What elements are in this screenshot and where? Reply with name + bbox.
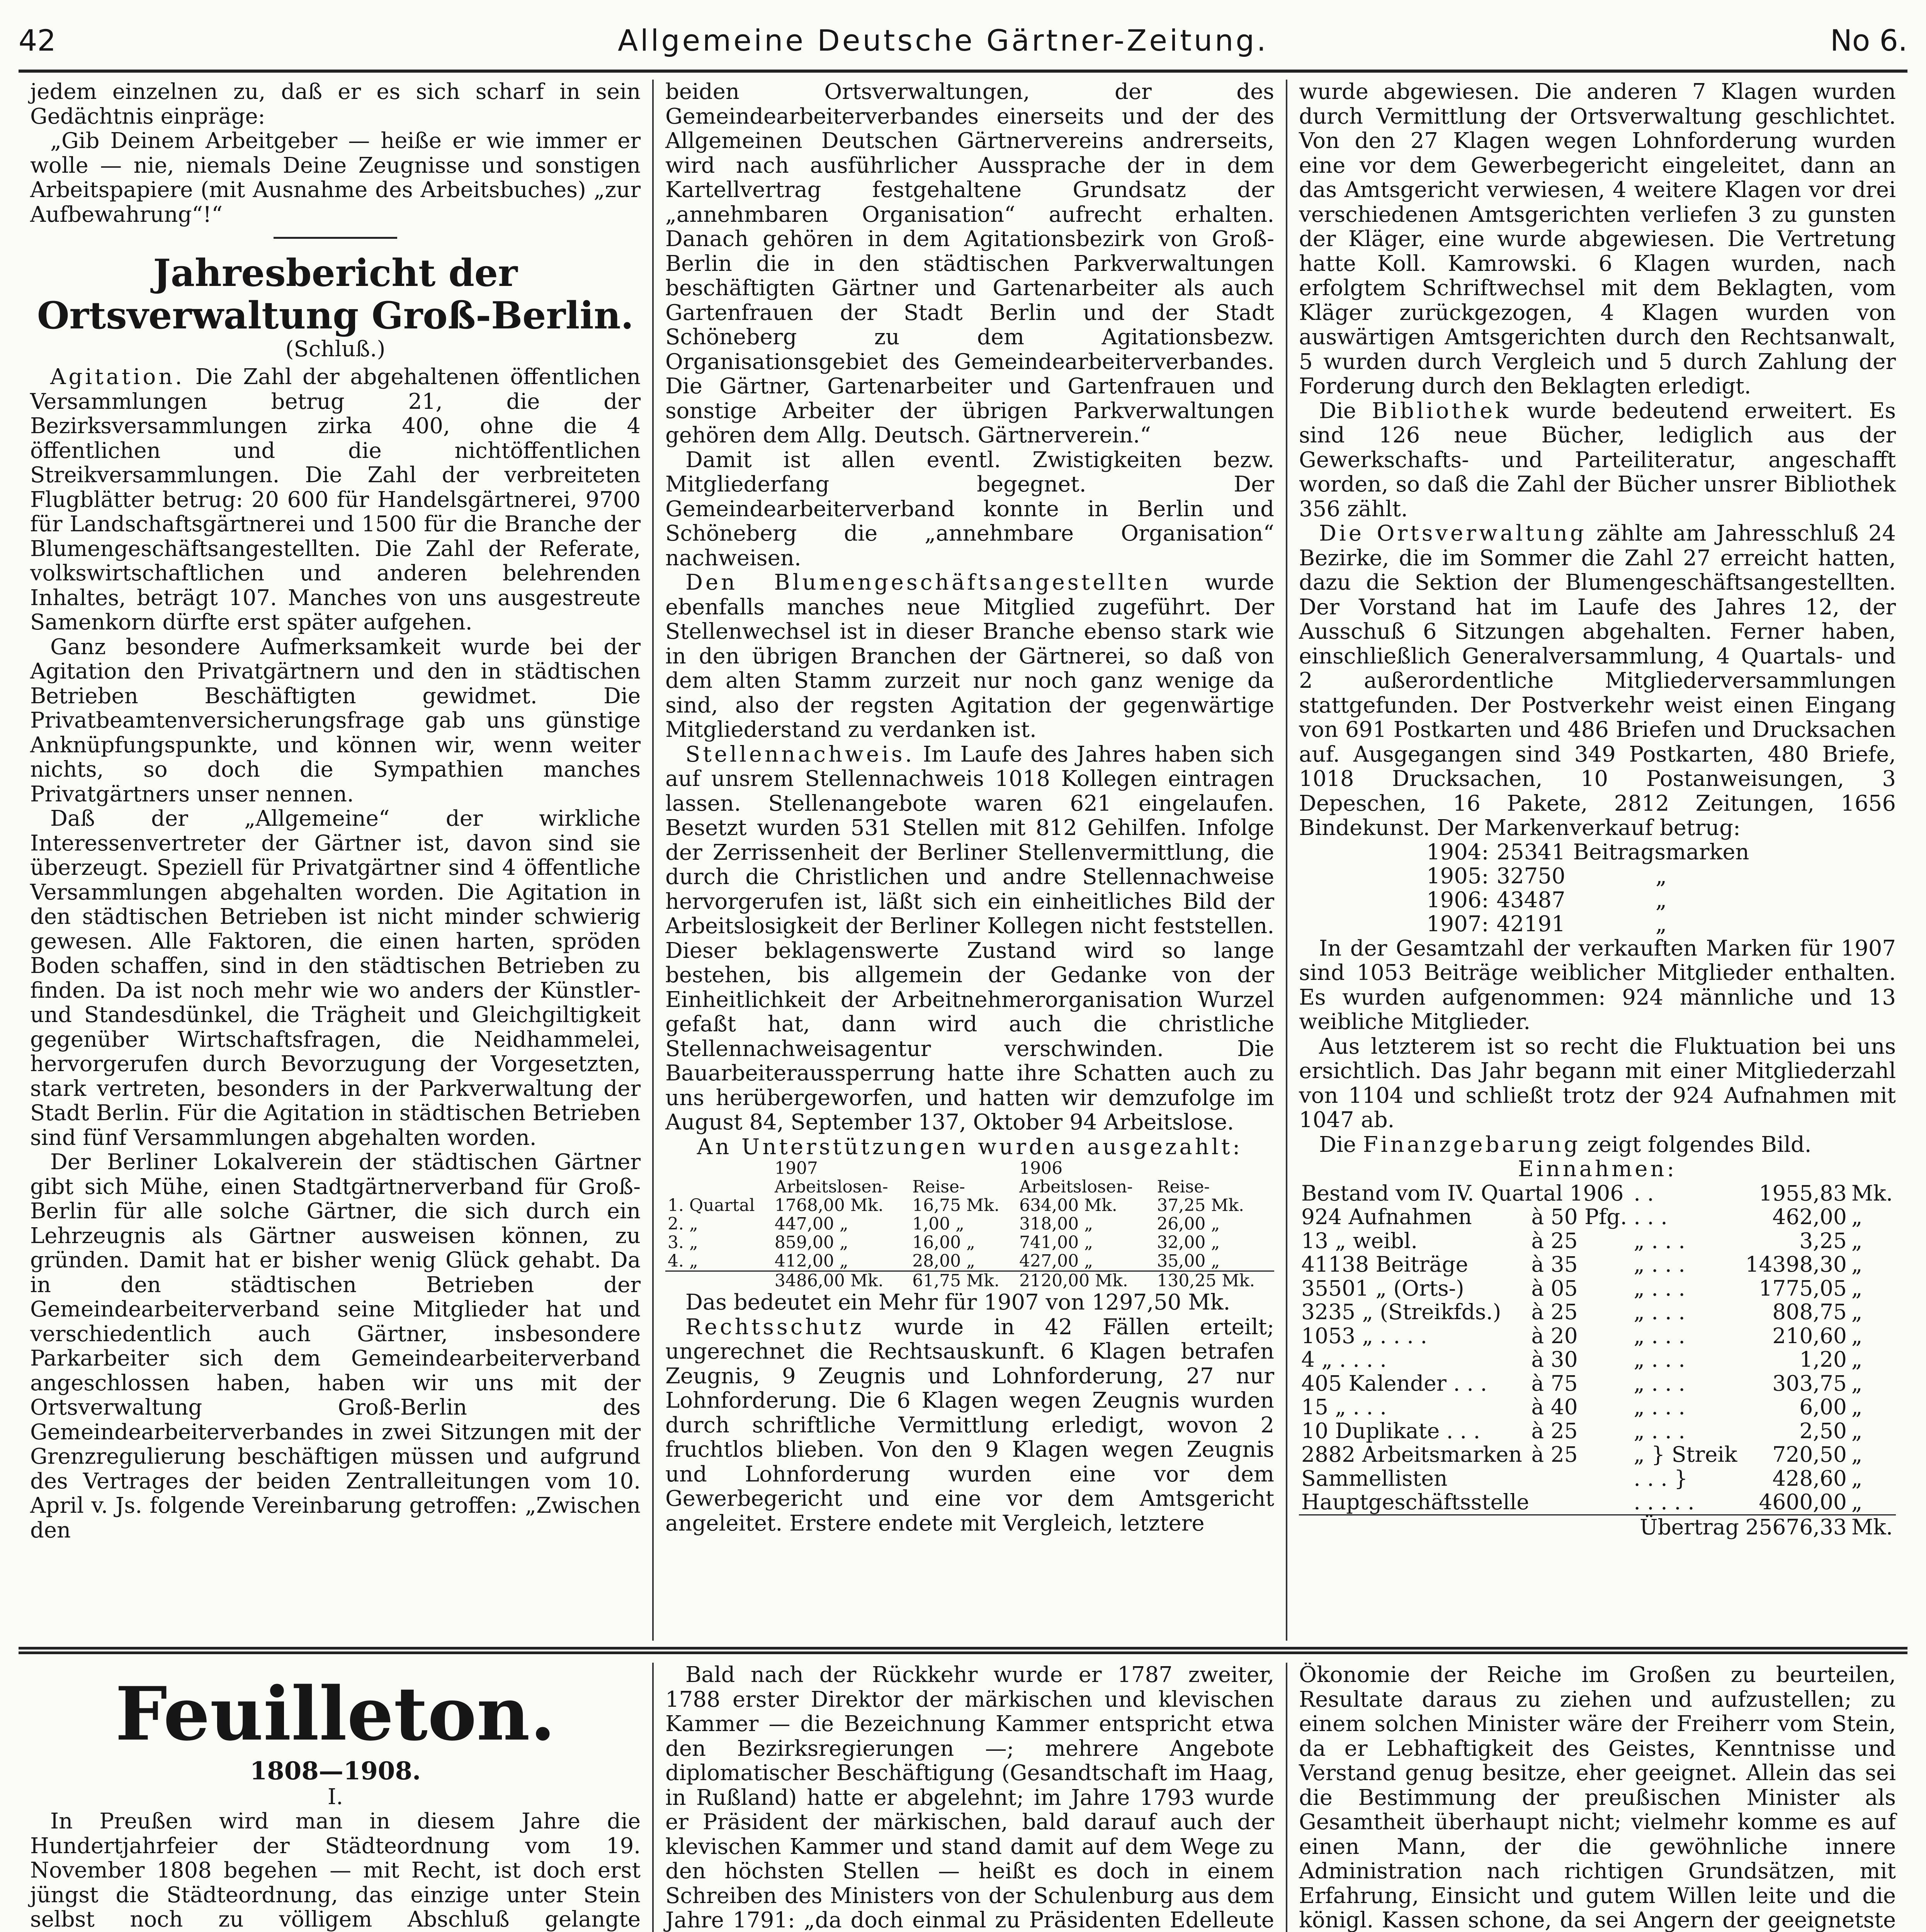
table-cell: „ . . . [1634,1276,1685,1301]
article-subtitle: (Schluß.) [285,337,386,362]
feuilleton-column-1 [19,1663,652,1932]
table-row [1299,1348,1896,1372]
table-cell: 1775,05 [1759,1276,1847,1301]
table-title-text: An Unterstützungen wurden ausgezahlt: [697,1134,1243,1160]
paragraph [665,1315,1274,1536]
paragraph: Ökonomie der Reiche im Großen zu beurteilen, Resultate daraus zu ziehen und aufzustellen; zu einem solchen Minister wäre der Freiherr vom Stein, da er Lebhaftigkeit des Geistes, Kenntnisse und Verstand genug besitze, eher geeignet. Allein das sei die Bestimmung der preußischen Minister als Gesamtheit überhaupt nicht; vielmehr komme es auf einen Mann, der die gewöhnliche innere Administration nach richtigen Grundsätzen, mit Erfahrung, Einsicht und gutem Willen leite und die königl. Kassen schone, da sei Angern der geeignetste [1299,1663,1896,1932]
table-cell: 427,00 „ [1019,1251,1093,1271]
table-sum-row [665,1271,1274,1291]
table-cell: 35501 „ (Orts-) [1301,1276,1464,1301]
table-cell: „ [1851,1395,1863,1419]
table-cell: 1906: [1426,887,1489,913]
table-cell: 10 Duplikate . . . [1301,1418,1481,1443]
table-cell: 4 „ . . . . [1301,1347,1387,1372]
paragraph [30,365,641,635]
table-cell: 35,00 „ [1157,1251,1220,1271]
col-header: Reise- [912,1177,965,1197]
table-cell: 428,60 [1772,1466,1847,1491]
table-cell: 13 „ weibl. [1301,1228,1418,1253]
table-cell: 3,25 [1799,1228,1847,1253]
feuilleton-column-3 [1286,1663,1907,1932]
paragraph-text: Die Zahl der abgehaltenen öffentlichen Versammlungen betrug 21, die der Bezirksversammlungen zirka 400, ohne die 4 öffentlichen und die nichtöffentlichen Streikversammlungen. Die Zahl der verbreiteten Flugblätter betrug: 20 600 für Handelsgärtnerei, 9700 für Landschaftsgärtnerei und 1500 für die Branche der Blumengeschäftsangestellten. Die Zahl der Referate, volkswirtschaftlichen und anderen belehrenden Inhaltes, beträgt 107. Manches von uns ausgestreute Samenkorn dürfte erst später aufgehen. [30,364,641,635]
table-cell: 3486,00 Mk. [772,1271,910,1291]
table-cell: à 50 Pfg. [1531,1204,1627,1229]
table-cell: 130,25 Mk. [1154,1271,1274,1291]
col-header: Reise- [1157,1177,1210,1197]
table-cell: 859,00 „ [774,1233,848,1252]
paragraph-text: Im Laufe des Jahres haben sich auf unsrem Stellennachweis 1018 Kollegen eintragen lassen. Stellenangebote waren 621 eingelaufen. Besetzt wurden 531 Stellen mit 812 Gehilfen. Infolge der Zerrissenheit der Berliner Stellenvermittlung, die durch die Christlichen und andre Stellennachweise hervorgerufen ist, läßt sich ein einheitliches Bild der Arbeitslosigkeit der Berliner Kollegen nicht feststellen. Dieser beklagenswerte Zustand wird so lange bestehen, bis allgemein der Gedanke von der Einheitlichkeit der Arbeitnehmerorganisation Wurzel gefaßt hat, dann wird auch die christliche Stellennachweisagentur verschwinden. Die Bauarbeiteraussperrung hatte ihre Schatten auch zu uns herübergeworfen, und hatten wir demzufolge im August 84, September 137, Oktober 94 Arbeitslose. [665,742,1274,1135]
table-cell: „ . . . [1634,1347,1685,1372]
table-cell: 16,75 Mk. [912,1196,1000,1215]
table-cell: „ [1851,1228,1863,1253]
table-cell: . . [1634,1180,1654,1206]
feuilleton-section [19,1663,1907,1932]
paragraph: Daß der „Allgemeine“ der wirkliche Interessenvertreter der Gärtner ist, davon sind sie überzeugt. Speziell für Privatgärtner sind 4 öffentliche Versammlungen abgehalten worden. Die Agitation in den städtischen Betrieben ist nicht minder schwierig gewesen. Alle Faktoren, die einen harten, spröden Boden schaffen, sind in den städtischen Betrieben zu finden. Da ist noch mehr wie wo anders der Künstler- und Standesdünkel, die Trägheit und Gleichgiltigkeit gegenüber Wirtschaftsfragen, die Neidhammelei, hervorgerufen durch Bevorzugung der Vorgesetzten, stark vertreten, besonders in der Parkverwaltung der Stadt Berlin. Für die Agitation in städtischen Betrieben sind fünf Versammlungen abgehalten worden. [30,806,641,1150]
table-cell: à 25 [1531,1418,1578,1443]
table-cell: Mk. [1851,1180,1893,1206]
table-cell: 28,00 „ [912,1251,975,1271]
table-cell: „ . . . [1634,1323,1685,1348]
table-cell: 2. „ [668,1214,698,1234]
table-row [1299,1467,1896,1491]
paragraph: In der Gesamtzahl der verkauften Marken für 1907 sind 1053 Beiträge weiblicher Mitglieder enthalten. Es wurden aufgenommen: 924 männliche und 13 weibliche Mitglieder. [1299,935,1896,1034]
table-cell: 1. Quartal [668,1196,755,1215]
table-cell: 1905: [1426,863,1489,889]
table-cell: Übertrag [1299,1515,1741,1539]
issue-number: No 6. [1830,23,1907,58]
paragraph-text: zeigt folgendes Bild. [1580,1132,1812,1157]
table-cell: „ . . . [1634,1228,1685,1253]
table-cell: à 25 [1531,1228,1578,1253]
table-cell: 1904: [1426,839,1489,865]
table-cell: „ [1851,1276,1863,1301]
table-cell: 412,00 „ [774,1251,848,1271]
paragraph [1299,399,1896,522]
table-cell: 42191 [1496,911,1566,937]
table-cell: 43487 [1496,887,1566,913]
table-cell: 318,00 „ [1019,1214,1093,1234]
table-cell: à 35 [1531,1252,1578,1277]
table-cell: 462,00 [1772,1204,1847,1229]
income-title [1299,1157,1896,1182]
table-row [665,1252,1274,1271]
table-cell: 3. „ [668,1233,698,1252]
quote-paragraph: „Gib Deinem Arbeitgeber — heiße er wie immer er wolle — nie, niemals Deine Zeugnisse und sonstigen Arbeitspapiere (mit Ausnahme des Arbeitsbuches) „zur Aufbewahrung“!“ [30,128,641,227]
feuilleton-column-2 [652,1663,1286,1932]
table-cell: 405 Kalender . . . [1301,1371,1487,1396]
col-header: Arbeitslosen- [774,1177,888,1197]
table-cell: 1,00 „ [912,1214,964,1234]
paragraph [665,742,1274,1135]
table-cell: „ [1851,1299,1863,1324]
lead-word: Finanzgebarung [1363,1132,1581,1157]
table-cell: 2,50 [1799,1418,1847,1443]
header-rule [19,70,1907,73]
stamp-sales-table [1423,840,1753,936]
lead-word: Bibliothek [1372,398,1511,423]
table-cell [665,1159,772,1178]
paragraph: Damit ist allen eventl. Zwistigkeiten bezw. Mitgliederfang begegnet. Der Gemeindearbeiterverband konnte in Berlin und Schöneberg die „annehmbare Organisation“ nachweisen. [665,447,1274,571]
table-row [1299,1182,1896,1206]
table-cell: à 75 [1531,1371,1578,1396]
table-cell: 1,20 [1799,1347,1847,1372]
lead-word: Agitation. [50,364,185,389]
table-cell: 16,00 „ [912,1233,975,1252]
paragraph [1299,521,1896,840]
table-row [1299,1205,1896,1229]
table-row [1299,1419,1896,1443]
paragraph: jedem einzelnen zu, daß er es sich scharf in sein Gedächtnis einpräge: [30,80,641,129]
lead-word: Rechtsschutz [685,1314,864,1340]
table-cell: „ . . . [1634,1299,1685,1324]
table-cell: . . . . . [1634,1490,1695,1514]
paragraph: beiden Ortsverwaltungen, der des Gemeindearbeiterverbandes einerseits und der des Allgemeinen Deutschen Gärtnervereins andrerseits, wird nach ausführlicher Aussprache der in dem Kartellvertrag festgehaltene Grundsatz der „annehmbaren Organisation“ aufrecht erhalten. Danach gehören in dem Agitationsbezirk von Groß-Berlin die in den städtischen Parkverwaltungen beschäftigten Gärtner und Gartenarbeiter als auch Gartenfrauen der Stadt Berlin und der Stadt Schöneberg zu dem Agitationsbezw. Organisationsgebiet des Gemeindearbeiterverbandes. Die Gärtner, Gartenarbeiter und Gartenfrauen und sonstige Arbeiter der übrigen Parkverwaltungen gehören dem Allg. Deutsch. Gärtnerverein.“ [665,80,1274,448]
table-cell: 741,00 „ [1019,1233,1093,1252]
table-cell: . . . [1634,1204,1668,1229]
table-cell: 61,75 Mk. [910,1271,1017,1291]
lead-word: Die Ortsverwaltung [1319,521,1587,546]
table-cell: Mk. [1849,1515,1896,1539]
table-cell: 634,00 Mk. [1019,1196,1117,1215]
year-1907: 1907 [774,1158,818,1178]
column-2 [652,80,1286,1641]
table-total-row [1299,1515,1896,1539]
table-cell: „ [1851,1490,1863,1514]
table-cell: 26,00 „ [1157,1214,1220,1234]
table-cell: 25676,33 [1741,1515,1849,1539]
table-cell: 32,00 „ [1157,1233,1220,1252]
table-cell: 1955,83 [1759,1180,1847,1206]
table-cell [665,1178,772,1196]
column-3 [1286,80,1907,1641]
table-cell: „ [1655,911,1667,937]
table-row [1423,888,1753,912]
table-cell: 4600,00 [1759,1490,1847,1514]
table-cell: 14398,30 [1745,1252,1847,1277]
table-row [665,1215,1274,1233]
paragraph-text: Die [1319,398,1372,423]
support-table [665,1159,1274,1290]
section-divider [19,1647,1907,1654]
table-cell: 4. „ [668,1251,698,1271]
table-cell: 924 Aufnahmen [1301,1204,1472,1229]
table-row [1423,912,1753,936]
feuilleton-title: Feuilleton. [115,1671,556,1757]
table-cell: . . . } [1634,1466,1688,1491]
table-cell: 1053 „ . . . . [1301,1323,1427,1348]
table-cell: 1907: [1426,911,1489,937]
table-cell: à 25 [1531,1299,1578,1324]
table-row [665,1178,1274,1196]
table-cell: 3235 „ (Streikfds.) [1301,1299,1501,1324]
table-row [1299,1229,1896,1253]
lead-word: Stellennachweis. [685,742,915,767]
table-row [665,1159,1274,1178]
table-cell [665,1271,772,1291]
separator [274,237,397,239]
table-row [1423,864,1753,888]
lead-word: Den Blumengeschäftsangestellten [685,570,1171,595]
table-cell: 720,50 [1772,1442,1847,1467]
table-row [1299,1372,1896,1396]
table-cell: „ [1851,1204,1863,1229]
paragraph: Bald nach der Rückkehr wurde er 1787 zweiter, 1788 erster Direktor der märkischen und klevischen Kammer — die Bezeichnung Kammer entspricht etwa den Bezirksregierungen —; mehrere Angebote diplomatischer Beschäftigung (Gesandtschaft im Haag, in Rußland) hatte er abgelehnt; im Jahre 1793 wurde er Präsident der märkischen, bald darauf auch der klevischen Kammer und stand damit auf dem Wege zu den höchsten Stellen — heißt es doch in einem Schreiben des Ministers von der Schulenburg aus dem Jahre 1791: „da doch einmal zu Präsidenten Edelleute [665,1663,1274,1932]
table-cell: „ [1851,1442,1863,1467]
table-cell: 41138 Beiträge [1301,1252,1468,1277]
table-cell: 1768,00 Mk. [774,1196,884,1215]
article-heading: Jahresbericht der Ortsverwaltung Groß-Berlin. [37,251,634,337]
paragraph: Das bedeutet ein Mehr für 1907 von 1297,50 Mk. [685,1290,1231,1315]
table-cell: „ [1851,1466,1863,1491]
feuilleton-date: 1808—1908. [250,1757,421,1786]
feuilleton-part: I. [328,1784,343,1810]
paragraph-text: zählte am Jahresschluß 24 Bezirke, die im Sommer die Zahl 27 erreicht hatten, dazu die Sektion der Blumengeschäftsangestellten. Der Vorstand hat im Laufe des Jahres 12, der Ausschuß 6 Sitzungen abgehalten. Ferner haben, einschließlich Generalversammlung, 4 Quartals- und 2 außerordentliche Mitgliederversammlungen stattgefunden. Der Postverkehr weist einen Eingang von 691 Postkarten und 486 Briefen und Drucksachen auf. Ausgegangen sind 349 Postkarten, 480 Briefe, 1018 Drucksachen, 10 Postanweisungen, 3 Depeschen, 16 Pakete, 2812 Zeitungen, 1656 Bindekunst. Der Markenverkauf betrug: [1299,521,1896,840]
table-row [1299,1253,1896,1277]
paragraph: Aus letzterem ist so recht die Fluktuation bei uns ersichtlich. Das Jahr begann mit einer Mitgliederzahl von 1104 und schließt trotz der 924 Aufnahmen mit 1047 ab. [1299,1034,1896,1133]
page-header [19,23,1907,65]
table-cell: 37,25 Mk. [1157,1196,1244,1215]
table-cell: „ [1655,887,1667,913]
paragraph: Ganz besondere Aufmerksamkeit wurde bei der Agitation den Privatgärtnern und den in städtischen Betrieben Beschäftigten gewidmet. Die Privatbeamtenversicherungsfrage gab uns günstige Anknüpfungspunkte, und können wir, wenn weiter nichts, so doch die Sympathien manches Privatgärtners unser nennen. [30,634,641,807]
col-header: Arbeitslosen- [1019,1177,1133,1197]
table-cell: „ [1851,1347,1863,1372]
table-cell: 303,75 [1772,1371,1847,1396]
paragraph-text: Die [1319,1132,1363,1157]
table-cell: à 25 [1531,1442,1578,1467]
table-cell: 447,00 „ [774,1214,848,1234]
table-cell: „ [1851,1323,1863,1348]
table-row [1423,840,1753,864]
table-cell: „ . . . [1634,1418,1685,1443]
table-cell: à 40 [1531,1395,1578,1419]
column-1 [19,80,652,1641]
table-row [1299,1324,1896,1348]
table-row [1299,1277,1896,1301]
table-cell: „ . . . [1634,1395,1685,1419]
table-cell: 2120,00 Mk. [1017,1271,1154,1291]
table-row [665,1196,1274,1215]
table-cell: Beitragsmarken [1573,839,1749,865]
income-table [1299,1182,1896,1539]
table-cell: „ [1851,1418,1863,1443]
table-cell: Bestand vom IV. Quartal 1906 [1301,1180,1624,1206]
year-1906: 1906 [1019,1158,1063,1178]
table-title [665,1135,1274,1160]
table-row [1299,1395,1896,1419]
table-cell: 2882 Arbeitsmarken [1301,1442,1522,1467]
page-number: 42 [19,23,56,58]
report-section [19,80,1907,1641]
table-cell: 25341 [1496,839,1566,865]
income-title-text: Einnahmen: [1518,1156,1677,1182]
table-cell: „ } Streik [1634,1442,1737,1467]
table-row [1299,1490,1896,1515]
table-cell: 6,00 [1799,1395,1847,1419]
newspaper-title: Allgemeine Deutsche Gärtner-Zeitung. [618,23,1268,58]
table-cell: 210,60 [1772,1323,1847,1348]
paragraph-text: wurde bedeutend erweitert. Es sind 126 neue Bücher, lediglich aus der Gewerkschafts- und Parteiliteratur, angeschafft worden, so daß die Zahl der Bücher unsrer Bibliothek 356 zählt. [1299,398,1896,522]
table-cell: à 30 [1531,1347,1578,1372]
table-cell: „ . . . [1634,1252,1685,1277]
table-cell: „ . . . [1634,1371,1685,1396]
table-row [1299,1300,1896,1324]
paragraph-text: wurde ebenfalls manches neue Mitglied zugeführt. Der Stellenwechsel ist in dieser Branche ebenso stark wie in den übrigen Branchen der Gärtnerei, so daß von dem alten Stamm zurzeit nur noch ganz wenige da sind, also der regsten Agitation der gegenwärtige Mitgliederstand zu verdanken ist. [665,570,1274,742]
table-cell: 32750 [1496,863,1566,889]
table-cell: 15 „ . . . [1301,1395,1387,1419]
paragraph [1299,1133,1896,1157]
table-cell: „ [1851,1371,1863,1396]
paragraph-text: wurde in 42 Fällen erteilt; ungerechnet die Rechtsauskunft. 6 Klagen betrafen Zeugnis, 9 Zeugnis und Lohnforderung, 27 nur Lohnforderung. Die 6 Klagen wegen Zeugnis wurden durch schriftliche Vermittlung erledigt, wovon 2 fruchtlos blieben. Von den 9 Klagen wegen Zeugnis und Lohnforderung wurden eine vor dem Gewerbegericht und eine vor dem Amtsgericht angeleitet. Erstere endete mit Vergleich, letztere [665,1314,1274,1536]
table-cell: „ [1851,1252,1863,1277]
table-row [1299,1443,1896,1467]
table-cell: à 05 [1531,1276,1578,1301]
paragraph: wurde abgewiesen. Die anderen 7 Klagen wurden durch Vermittlung der Ortsverwaltung geschlichtet. Von den 27 Klagen wegen Lohnforderung wurden eine vor dem Gewerbegericht eingeleitet, dann an das Amtsgericht verwiesen, 4 weitere Klagen vor drei verschiedenen Amtsgerichten verliefen 3 zu gunsten der Kläger, eine wurde abgewiesen. Die Vertretung hatte Koll. Kamrowski. 6 Klagen wurden, nach erfolgtem Schriftwechsel mit dem Beklagten, vom Kläger zurückgezogen, 4 Klagen wurden von auswärtigen Amtsgerichten durch den Rechtsanwalt, 5 wurden durch Vergleich und 5 durch Zahlung der Forderung durch den Beklagten erledigt. [1299,80,1896,399]
table-cell: 808,75 [1772,1299,1847,1324]
table-cell: à 20 [1531,1323,1578,1348]
table-cell: Sammellisten [1301,1466,1448,1491]
table-row [665,1233,1274,1252]
table-cell: Hauptgeschäftsstelle [1301,1490,1529,1514]
paragraph: Der Berliner Lokalverein der städtischen Gärtner gibt sich Mühe, einen Stadtgärtnerverband für Groß-Berlin für alle solche Gärtner, die sich durch ein Lehrzeugnis als Gärtner ausweisen können, zu gründen. Damit hat er bisher wenig Glück gehabt. Da in den städtischen Betrieben der Gemeindearbeiterverband seine Mitglieder hat und verschiedentlich auch Gärtner, insbesondere Parkarbeiter sich dem Gemeindearbeiterverband angeschlossen haben, haben wir uns mit der Ortsverwaltung Groß-Berlin des Gemeindearbeiterverbandes in zwei Sitzungen mit der Grenzregulierung beschäftigen müssen und aufgrund des Vertrages der beiden Zentralleitungen vom 10. April v. Js. folgende Vereinbarung getroffen: „Zwischen den [30,1150,641,1543]
paragraph [665,570,1274,742]
table-cell: „ [1655,863,1667,889]
paragraph: In Preußen wird man in diesem Jahre die Hundertjahrfeier der Städteordnung vom 19. November 1808 begehen — mit Recht, ist doch erst jüngst die Städteordnung, das einzige unter Stein selbst noch zu völligem Abschluß gelangte [30,1809,641,1932]
